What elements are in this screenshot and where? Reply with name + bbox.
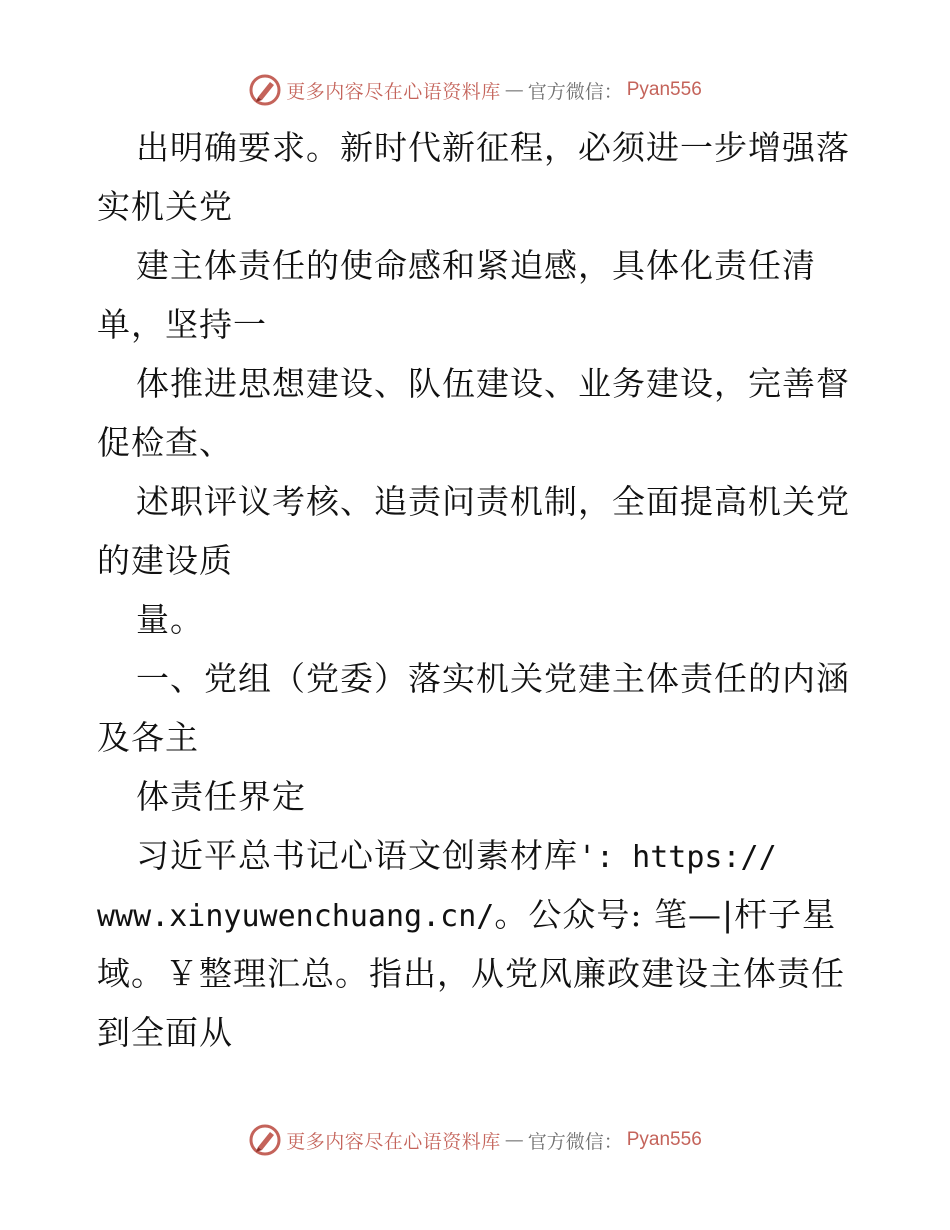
banner-text: 更多内容尽在心语资料库 — [286, 1130, 501, 1153]
banner-text: 更多内容尽在心语资料库 — [286, 80, 501, 103]
reference-line — [97, 885, 867, 944]
text-line: 域。￥整理汇总。指出，从党风廉政建设主体责任 — [97, 954, 845, 993]
reference-source-text: 习近平总书记心语文创素材库 — [136, 836, 578, 875]
text-line: 到全面从 — [97, 1013, 233, 1052]
banner-wechat-id: Pyan556 — [626, 1129, 702, 1150]
footer-banner — [0, 1120, 950, 1160]
section-heading-line: 及各主 — [97, 718, 199, 757]
pen-logo-icon — [248, 73, 282, 107]
text-line: 实机关党 — [97, 187, 233, 226]
text-line: 的建设质 — [97, 541, 233, 580]
text-line: 量。 — [136, 600, 204, 639]
document-body — [97, 118, 867, 1062]
reference-line — [97, 826, 867, 885]
header-banner — [0, 70, 950, 110]
section-heading-line: 一、党组（党委）落实机关党建主体责任的内涵 — [136, 659, 850, 698]
reference-url-start[interactable]: ': https:// — [578, 840, 777, 875]
section-heading-line: 体责任界定 — [136, 777, 306, 816]
banner-wechat-label: 官方微信： — [527, 80, 623, 103]
banner-separator: — — [504, 1129, 524, 1151]
text-line: 单，坚持一 — [97, 305, 267, 344]
text-line: 出明确要求。新时代新征程，必须进一步增强落 — [136, 128, 850, 167]
pen-logo-icon — [248, 1123, 282, 1157]
text-line: 述职评议考核、追责问责机制，全面提高机关党 — [136, 482, 850, 521]
text-line: 促检查、 — [97, 423, 233, 462]
text-line: 体推进思想建设、队伍建设、业务建设，完善督 — [136, 364, 850, 403]
banner-wechat-label: 官方微信： — [527, 1130, 623, 1153]
banner-wechat-id: Pyan556 — [626, 79, 702, 100]
reference-text: 。公众号: 笔—|杆子星 — [494, 895, 837, 934]
text-line: 建主体责任的使命感和紧迫感，具体化责任清 — [136, 246, 816, 285]
banner-separator: — — [504, 79, 524, 101]
reference-url[interactable]: www.xinyuwenchuang.cn/ — [97, 899, 495, 934]
